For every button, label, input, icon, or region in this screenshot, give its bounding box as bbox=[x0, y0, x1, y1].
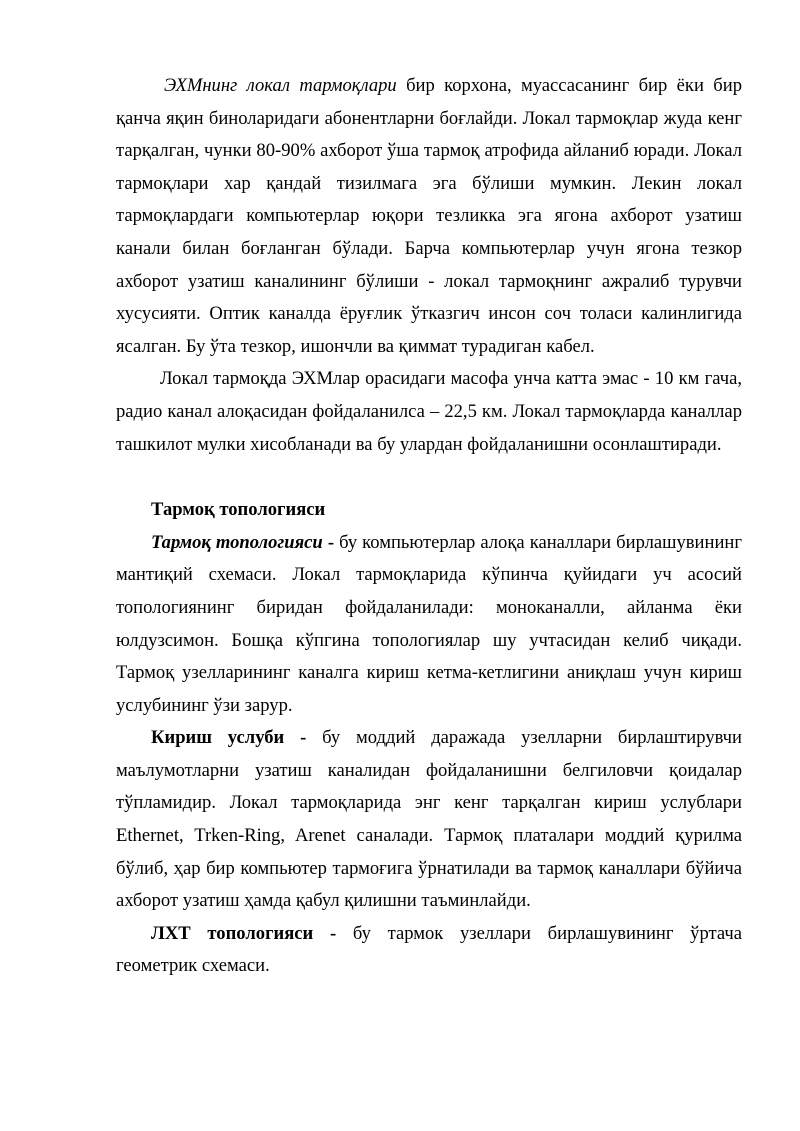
paragraph-lan-topology bbox=[116, 918, 742, 983]
paragraph-topology-text: бу компьютерлар алоқа каналлари бирлашувининг мантиқий схемаси. Локал тармоқларида кўпинча қуйидаги уч асосий топологиянинг биридан фойдаланилади: моноканалли, айланма ёки юлдузсимон. Бошқа кўпгина топологиялар шу учтасидан келиб чиқади. Тармоқ узелларининг каналга кириш кетма-кетлигини аниқлаш учун кириш услубининг ўзи зарур. bbox=[116, 531, 742, 716]
blank-line bbox=[116, 461, 742, 494]
document-page bbox=[116, 70, 742, 983]
paragraph-topology-definition bbox=[116, 527, 742, 723]
term-local-networks: ЭХМнинг локал тармоқлари bbox=[164, 75, 397, 96]
paragraph-local-networks-text: бир корхона, муассасанинг бир ёки бир қанча яқин биноларидаги абонентларни боғлайди. Локал тармоқлар жуда кенг тарқалган, чунки 80-90% ахборот ўша тармоқ атрофида айланиб юради. Локал тармоқлари хар қандай тизилмага эга бўлиши мумкин. Лекин локал тармоқлардаги компьютерлар юқори тезликка эга ягона ахборот узатиш канали билан боғланган бўлади. Барча компьютерлар учун ягона тезкор ахборот узатиш каналининг бўлиши - локал тармоқнинг ажралиб турувчи хусусияти. Оптик каналда ёруғлик ўтказгич инсон соч толаси калинлигида ясалган. Бу ўта тезкор, ишончли ва қиммат турадиган кабел. bbox=[116, 75, 742, 357]
paragraph-distance-text: Локал тармоқда ЭХМлар орасидаги масофа унча катта эмас - 10 км гача, радио канал алоқасидан фойдаланилса – 22,5 км. Локал тармоқларда каналлар ташкилот мулки хисобланади ва бу улардан фойдаланишни осонлаштиради. bbox=[116, 368, 742, 455]
paragraph-distance bbox=[116, 363, 742, 461]
paragraph-local-networks bbox=[116, 70, 742, 363]
paragraph-access-method bbox=[116, 722, 742, 918]
paragraph-access-method-text: бу моддий даражада узелларни бирлаштирувчи маълумотларни узатиш каналидан фойдаланишни белгиловчи қоидалар тўпламидир. Локал тармоқларида энг кенг тарқалган кириш услублари Ethernet, Trken-Ring, Arenet саналади. Тармоқ платалари моддий қурилма бўлиб, ҳар бир компьютер тармоғига ўрнатилади ва тармоқ каналлари бўйича ахборот узатиш ҳамда қабул қилишни таъминлайди. bbox=[116, 727, 742, 912]
section-heading: Тармоқ топологияси bbox=[151, 499, 326, 521]
term-network-topology: Тармоқ топологияси bbox=[151, 531, 323, 553]
paragraph-lan-topology-text: бу тармок узеллари бирлашувининг ўртача геометрик схемаси. bbox=[116, 922, 742, 977]
term-dash: - bbox=[322, 531, 340, 553]
term-access-method: Кириш услуби - bbox=[151, 727, 307, 749]
term-lan-topology: ЛХТ топологияси - bbox=[151, 922, 337, 944]
